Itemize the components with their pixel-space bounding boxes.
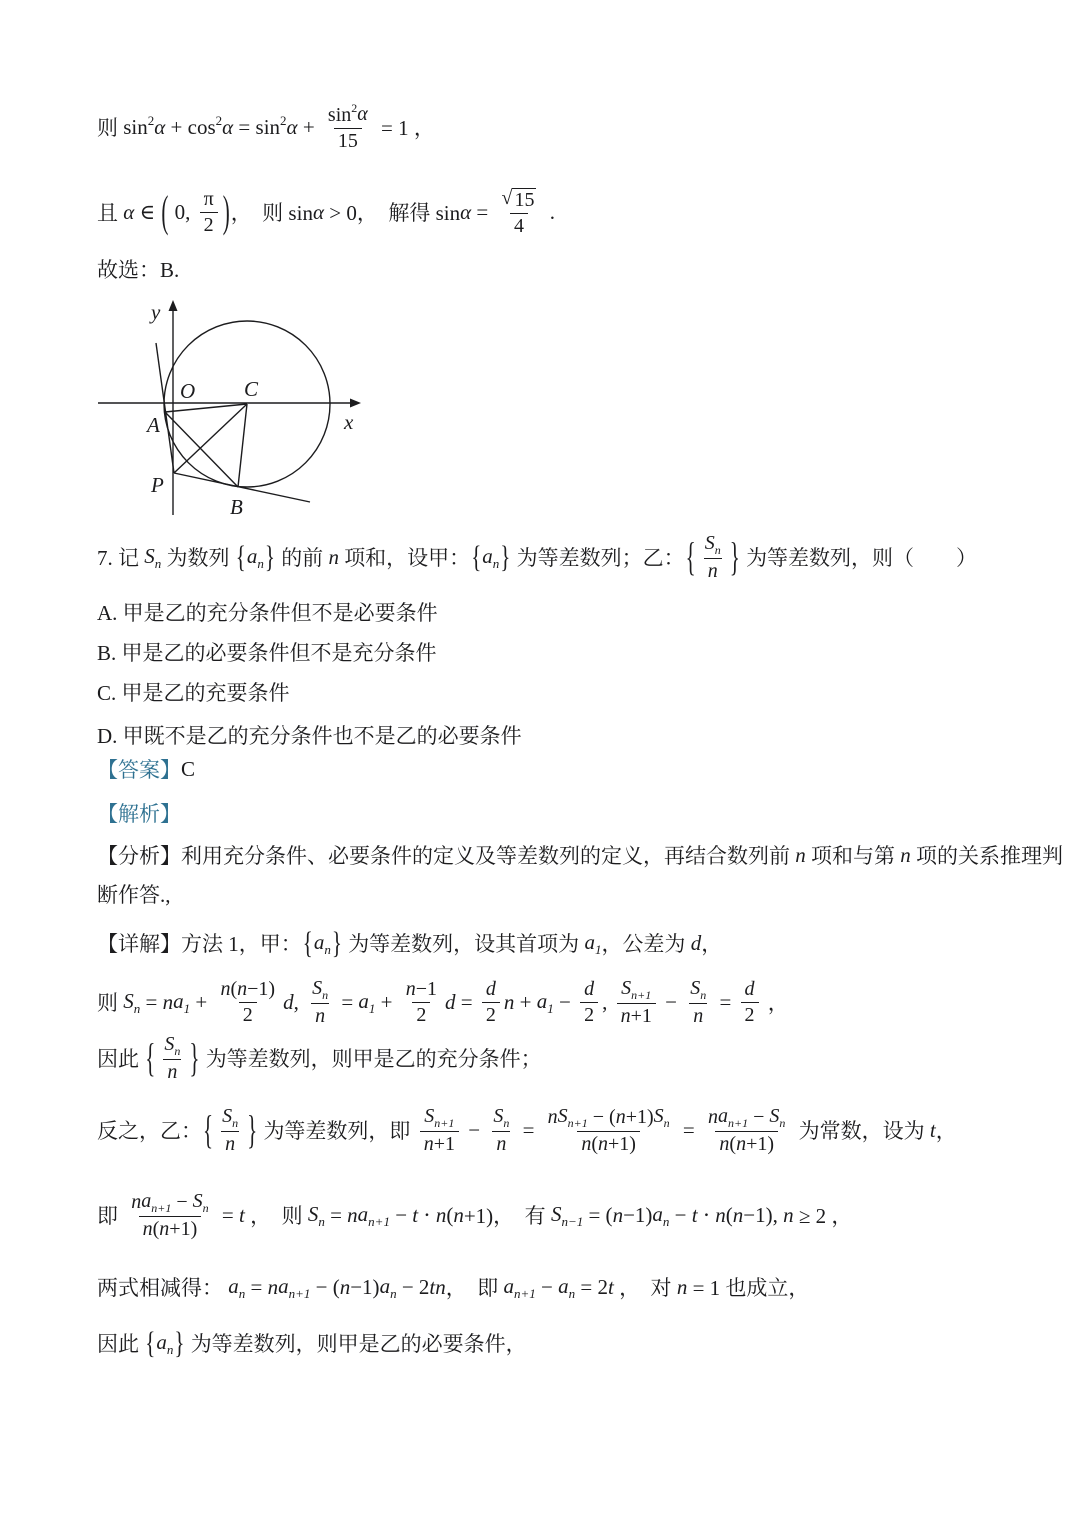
option-b: B. 甲是乙的必要条件但不是充分条件 [97, 641, 437, 665]
fraction: $\frac{S_n}{n}$ [690, 977, 707, 1027]
solution6-identity-line: 则 $\sin^2$ α + $\cos^2$ α = $\sin^2$ α + $\sin^2$ α 15 = 1 ， [97, 101, 435, 152]
point-label-x: x [344, 410, 354, 434]
solution6-range-line: 且 α ∈ ( 0, $\frac{\pi}{2}$ ) ， 则 sin α > 0， 解得 sin α = √ 15 4 . [97, 185, 555, 237]
analysis-text-line2: 断作答., [97, 883, 171, 907]
x-axis-arrow [350, 399, 361, 408]
solution6-answer-line: 故选：B. [97, 258, 180, 282]
detail-sn-formula-line: 则 $S_n$ = n $a_1$ + n ( n −1) 2 d , $\frac{S_n}{n}$ = $a_1$ + n −1 2 d = $\frac{d}{2}$ n + $a_1$ − $\frac{d}{2}$ , $S_{n+1}$ n +1 − $\frac{S_n}{n}$ = $\frac{d}{2}$ ， [97, 977, 789, 1027]
stretch-delimiter: } [331, 924, 342, 960]
stretch-delimiter: { [203, 1106, 214, 1152]
stretch-delimiter: } [264, 538, 275, 574]
figure-segment-0 [156, 343, 174, 473]
figure-segment-5 [238, 404, 247, 487]
fraction: $\frac{S_n}{n}$ [704, 532, 721, 582]
fraction: $\sin^2$ α 15 [327, 101, 368, 152]
stretch-delimiter: } [247, 1106, 258, 1152]
stretch-delimiter: { [145, 1034, 156, 1080]
fraction: √ 15 4 [501, 186, 535, 237]
detail-necessary-line: 因此 { $a_n$ } 为等差数列，则甲是乙的必要条件， [97, 1324, 527, 1360]
circle-tangent-figure [95, 293, 375, 520]
stretch-delimiter: { [145, 1324, 156, 1360]
point-label-C: C [244, 377, 259, 401]
fraction: n $a_{n+1}$ − $S_n$ n ( n +1) [708, 1105, 786, 1155]
fraction: $\frac{S_n}{n}$ [164, 1033, 181, 1083]
detail-converse-line: 反之，乙： { $\frac{S_n}{n}$ } 为等差数列，即 $S_{n+1}$ n +1 − $\frac{S_n}{n}$ = n $S_{n+1}$ − ( n +1) $S_n$ n ( n +1) = n $a_{n+1}$ − $S_n$ n ( n +1) 为常数，设为 t ， [97, 1105, 957, 1155]
detail-sufficient-line: 因此 { $\frac{S_n}{n}$ } 为等差数列，则甲是乙的充分条件； [97, 1033, 542, 1083]
fraction: n −1 2 [405, 978, 438, 1026]
point-label-A: A [147, 413, 160, 437]
option-a: A. 甲是乙的充分条件但不是必要条件 [97, 601, 438, 625]
fraction: $\frac{d}{2}$ [741, 978, 759, 1026]
fraction: n $a_{n+1}$ − $S_n$ n ( n +1) [131, 1190, 209, 1240]
stretch-delimiter: ) [222, 185, 230, 237]
fraction: $\frac{S_n}{n}$ [493, 1105, 510, 1155]
detail-method1-line: 【详解】方法 1，甲： { $a_n$ } 为等差数列，设其首项为 $a_1$ ，公差为 d ， [97, 924, 723, 960]
analysis-header-line: 【解析】 [97, 802, 181, 826]
stretch-delimiter: } [500, 538, 511, 574]
radical: √ 15 [501, 186, 535, 211]
question7-stem: 7. 记 $S_n$ 为数列 { $a_n$ } 的前 n 项和，设甲： { $a_n$ } 为等差数列；乙： { $\frac{S_n}{n}$ } 为等差数列，则（ ） [97, 532, 978, 582]
point-label-P: P [151, 473, 164, 497]
fraction: n $S_{n+1}$ − ( n +1) $S_n$ n ( n +1) [547, 1105, 670, 1155]
answer-label-line: 【答案】 C [97, 756, 196, 782]
fraction: $S_{n+1}$ n +1 [420, 1105, 459, 1155]
stretch-delimiter: { [685, 533, 696, 579]
detail-subtract-line: 两式相减得： $a_n$ = n $a_{n+1}$ − ( n −1) $a_n$ − 2 tn ， 即 $a_{n+1}$ − $a_n$ = 2 t ， 对 n = 1 也成立， [97, 1274, 810, 1301]
fraction: n ( n −1) 2 [220, 978, 276, 1026]
figure-segment-2 [165, 404, 247, 412]
stretch-delimiter: { [235, 538, 246, 574]
fraction: $S_{n+1}$ n +1 [617, 977, 656, 1027]
stretch-delimiter: } [189, 1034, 200, 1080]
stretch-delimiter: ( [161, 185, 169, 237]
option-c: C. 甲是乙的充要条件 [97, 681, 290, 705]
stretch-delimiter: } [174, 1324, 185, 1360]
figure-segment-4 [174, 404, 247, 473]
point-label-O: O [180, 379, 196, 403]
stretch-delimiter: { [302, 924, 313, 960]
y-axis-arrow [169, 300, 178, 311]
option-d: D. 甲既不是乙的充分条件也不是乙的必要条件 [97, 724, 522, 748]
point-label-B: B [230, 495, 243, 519]
stretch-delimiter: } [729, 533, 740, 579]
fraction: $\frac{\pi}{2}$ [200, 188, 218, 236]
fraction: $\frac{d}{2}$ [580, 978, 598, 1026]
stretch-delimiter: { [471, 538, 482, 574]
fraction: $\frac{S_n}{n}$ [312, 977, 329, 1027]
fraction: $\frac{d}{2}$ [482, 978, 500, 1026]
detail-t-equation-line: 即 n $a_{n+1}$ − $S_n$ n ( n +1) = t ， 则 $S_n$ = n $a_{n+1}$ − t ⋅ n ( n +1)， 有 $S_{n-1}$ = ( n −1) $a_n$ − t ⋅ n ( n −1), n ≥ 2 ， [97, 1190, 853, 1240]
analysis-text-line1: 【分析】利用充分条件、必要条件的定义及等差数列的定义，再结合数列前 n 项和与第 n 项的关系推理判 [97, 842, 1063, 868]
fraction: $\frac{S_n}{n}$ [222, 1105, 239, 1155]
point-label-y: y [151, 300, 161, 324]
